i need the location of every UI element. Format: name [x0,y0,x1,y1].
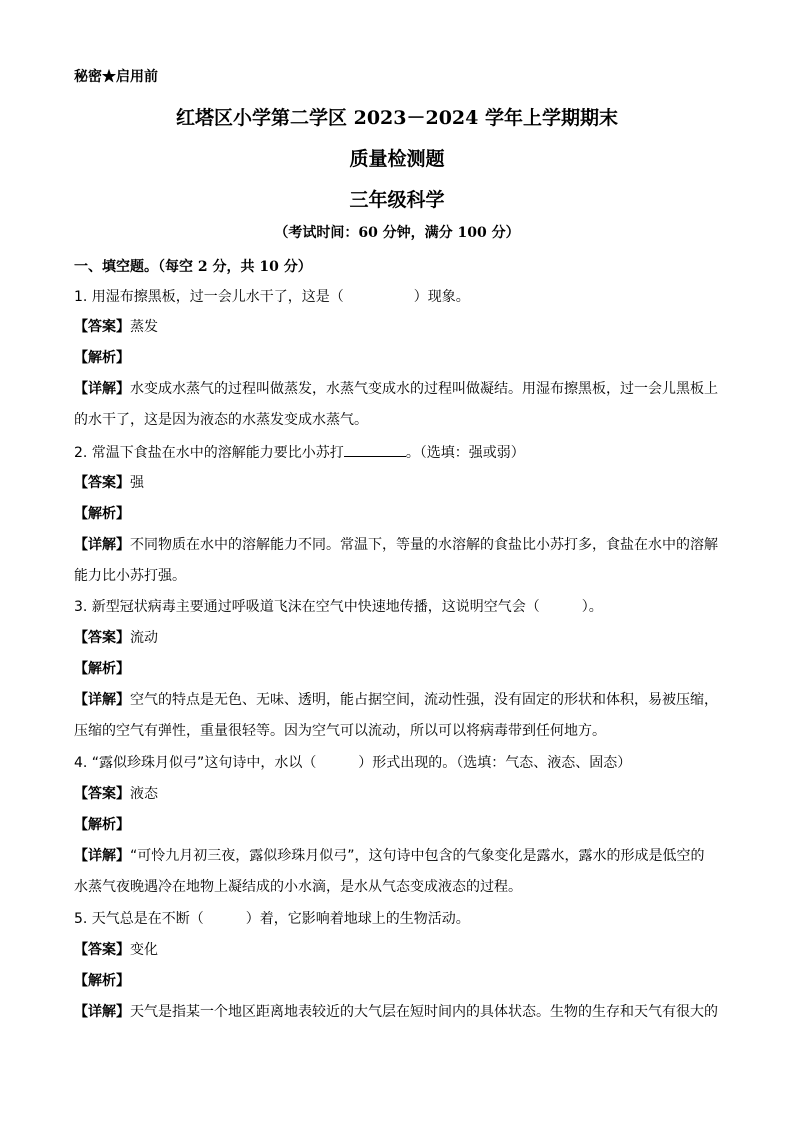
section-title: 一、填空题。（每空 2 分，共 10 分） [74,259,312,275]
answer-text: 变化 [130,942,158,958]
answer-blank [344,442,406,457]
question-5-detail-1 [74,1002,724,1022]
exam-info: （考试时间：60 分钟，满分 100 分） [274,225,520,241]
analysis-label: 【解析】 [74,817,130,833]
answer-label: 【答案】 [74,630,130,646]
question-3-stem: 3. 新型冠状病毒主要通过呼吸道飞沫在空气中快速地传播，这说明空气会（ ）。 [74,599,603,615]
question-4-answer [74,784,724,804]
detail-label: 【详解】 [74,381,130,397]
question-1-detail-1 [74,379,724,399]
detail-text: 水变成水蒸气的过程叫做蒸发，水蒸气变成水的过程叫做凝结。用湿布擦黑板，过一会儿黑板上 [130,381,718,397]
question-3-answer [74,628,724,648]
question-4-stem: 4. “露似珍珠月似弓”这句诗中，水以（ ）形式出现的。（选填：气态、液态、固态） [74,755,632,771]
question-4-detail-2: 水蒸气夜晚遇冷在地物上凝结成的小水滴，是水从气态变成液态的过程。 [74,879,522,895]
question-1-detail-2: 的水干了，这是因为液态的水蒸发变成水蒸气。 [74,412,368,428]
question-3-detail-2: 压缩的空气有弹性，重量很轻等。因为空气可以流动，所以可以将病毒带到任何地方。 [74,723,606,739]
question-5-analysis [74,971,724,991]
stem-text: 2. 常温下食盐在水中的溶解能力要比小苏打 [74,445,344,461]
question-4-detail-1 [74,846,724,866]
question-2-detail-2: 能力比小苏打强。 [74,568,186,584]
question-2-answer [74,473,724,493]
answer-text: 流动 [130,630,158,646]
detail-label: 【详解】 [74,692,130,708]
question-2-detail-1 [74,535,724,555]
analysis-label: 【解析】 [74,350,130,366]
analysis-label: 【解析】 [74,506,130,522]
analysis-label: 【解析】 [74,661,130,677]
confidential-mark: 秘密★启用前 [74,69,158,85]
subject-title: 三年级科学 [349,189,445,211]
question-5-stem: 5. 天气总是在不断（ ）着，它影响着地球上的生物活动。 [74,911,470,927]
question-5-answer [74,940,724,960]
detail-text: 天气是指某一个地区距离地表较近的大气层在短时间内的具体状态。生物的生存和天气有很大的 [130,1004,718,1020]
exam-subtitle: 质量检测题 [349,148,445,170]
stem-text-end: 。（选填：强或弱） [405,445,525,461]
question-2-stem [74,442,724,463]
answer-label: 【答案】 [74,942,130,958]
detail-text: “可怜九月初三夜，露似珍珠月似弓”，这句诗中包含的气象变化是露水，露水的形成是低空的 [130,848,705,864]
answer-label: 【答案】 [74,475,130,491]
question-2-analysis [74,504,724,524]
detail-text: 空气的特点是无色、无味、透明，能占据空间，流动性强，没有固定的形状和体积，易被压缩， [130,692,718,708]
question-4-analysis [74,815,724,835]
question-3-detail-1 [74,690,724,710]
detail-label: 【详解】 [74,1004,130,1020]
question-1-stem: 1. 用湿布擦黑板，过一会儿水干了，这是（ ）现象。 [74,289,470,305]
question-1-analysis [74,348,724,368]
detail-text: 不同物质在水中的溶解能力不同。常温下，等量的水溶解的食盐比小苏打多，食盐在水中的溶解 [130,537,718,553]
answer-label: 【答案】 [74,319,130,335]
exam-title: 红塔区小学第二学区 2023－2024 学年上学期期末 [176,107,618,129]
detail-label: 【详解】 [74,537,130,553]
answer-text: 蒸发 [130,319,158,335]
answer-text: 强 [130,475,144,491]
question-3-analysis [74,659,724,679]
detail-label: 【详解】 [74,848,130,864]
analysis-label: 【解析】 [74,973,130,989]
answer-text: 液态 [130,786,158,802]
answer-label: 【答案】 [74,786,130,802]
question-1-answer [74,317,724,337]
